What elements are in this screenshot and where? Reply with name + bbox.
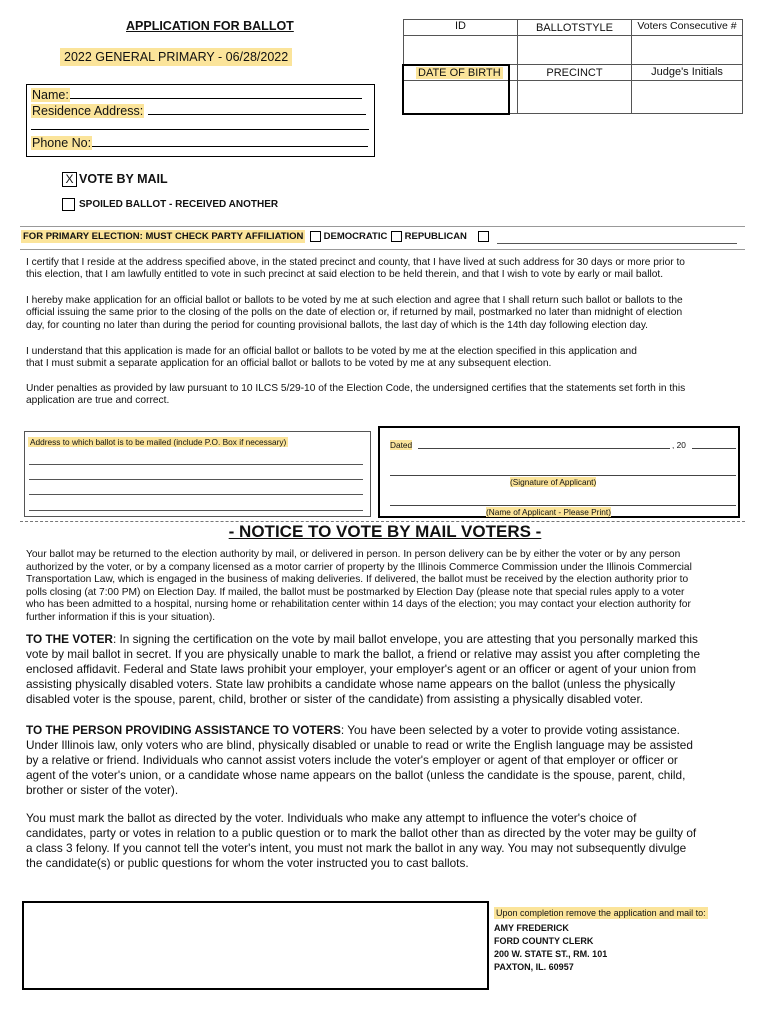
spoiled-ballot-label: SPOILED BALLOT - RECEIVED ANOTHER [79, 199, 279, 211]
signature-label: (Signature of Applicant) [510, 477, 597, 487]
vote-by-mail-label: VOTE BY MAIL [79, 172, 168, 186]
spoiled-ballot-checkbox[interactable] [62, 198, 75, 211]
ballotstyle-header: BALLOTSTYLE [518, 20, 632, 36]
other-party-line[interactable] [497, 243, 737, 244]
phone-label: Phone No: [32, 136, 92, 150]
democratic-option[interactable] [310, 231, 387, 242]
to-the-voter-heading: TO THE VOTER [26, 632, 113, 646]
mailing-address-box[interactable] [24, 431, 371, 517]
residence-address-line2[interactable] [31, 129, 369, 130]
printed-name-line[interactable] [390, 505, 736, 506]
mailing-instructions [494, 907, 708, 974]
dob-label: DATE OF BIRTH [418, 67, 501, 79]
year-prefix: , 20 [672, 440, 686, 450]
democratic-checkbox[interactable] [310, 231, 321, 242]
to-the-voter-section: TO THE VOTER: In signing the certification on the vote by mail ballot envelope, you are attesting that you personally marked this vote by mail ballot in secret. If you are physically unable to mark the ballot, a friend or relative may assist you after completing the enclosed affidavit. Federal and State laws prohibit your employer, your employer's agent or an officer or agent of your union from assisting physically disabled voters. State law prohibits a candidate whose name appears on the ballot (unless the physically disabled voter is the spouse, parent, child, brother or sister of the candidate) from assisting a physically disabled voter. [26, 632, 701, 706]
democratic-label: DEMOCRATIC [323, 231, 388, 243]
printed-name-label: (Name of Applicant - Please Print) [486, 507, 611, 517]
voter-info-box [26, 84, 375, 157]
party-affiliation-label: FOR PRIMARY ELECTION: MUST CHECK PARTY AFFILIATION [23, 231, 304, 242]
vote-by-mail-option[interactable] [62, 172, 168, 187]
party-affiliation-row [20, 226, 745, 250]
year-field[interactable] [692, 448, 736, 449]
certification-paragraph-1: I certify that I reside at the address specified above, in the stated precinct and county, that I have lived at such address for 30 days or more prior to this election, that I am lawfully entitled to vote in such precinct at said election to be held therein, and that I wish to vote by early or mail ballot. [26, 257, 685, 281]
certification-paragraph-2: I hereby make application for an official ballot or ballots to be voted by me at such election and agree that I shall return such ballot or ballots to the official issuing the same prior to the closing of the polls on the date of election or, if returned by mail, postmarked no later than midnight of election day, for counting no later than during the period for counting provisional ballots, the last day of which is the 14th day following election day. [26, 295, 683, 331]
clerk-name: AMY FREDERICK [494, 923, 569, 933]
return-address-box[interactable] [22, 901, 489, 990]
date-field[interactable] [418, 448, 670, 449]
name-label: Name: [32, 88, 69, 102]
judges-initials-cell[interactable] [632, 81, 743, 114]
id-cell[interactable] [404, 36, 518, 65]
certification-paragraph-3: I understand that this application is made for an official ballot or ballots to be voted by me at the election specified in this application and that I must submit a separate application for an official ballot or ballots to be voted by me at any subsequent election. [26, 346, 637, 370]
republican-label: REPUBLICAN [404, 231, 467, 243]
republican-checkbox[interactable] [391, 231, 402, 242]
clerk-city: PAXTON, IL. 60957 [494, 962, 574, 972]
marking-rules-section: You must mark the ballot as directed by the voter. Individuals who make any attempt to influence the voter's choice of candidates, party or votes in relation to a public question or to mark the ballot other than as directed by the voter may be guilty of a class 3 felony. If you cannot tell the voter's intent, you must not mark the ballot in any way. You may not subsequently divulge the candidate(s) or public questions for whom the voter instructed you to cast ballots. [26, 811, 697, 870]
notice-title: - NOTICE TO VOTE BY MAIL VOTERS - [228, 522, 542, 541]
name-field[interactable] [31, 88, 362, 102]
date-of-birth-box[interactable] [402, 64, 510, 115]
republican-option[interactable] [391, 231, 467, 242]
judges-initials-header: Judge's Initials [632, 65, 743, 81]
signature-line[interactable] [390, 475, 736, 476]
consecutive-cell[interactable] [632, 36, 743, 65]
residence-address-field[interactable] [31, 104, 366, 118]
dated-label: Dated [390, 440, 413, 450]
precinct-cell[interactable] [518, 81, 632, 114]
notice-paragraph: Your ballot may be returned to the election authority by mail, or delivered in person. In person delivery can be by either the voter or by any person authorized by the voter, or by a company licensed as a motor carrier of property by the Illinois Commerce Commission under the Illinois Commercial Transportation Law, which is engaged in the business of making deliveries. If delivered, the ballot must be received by the election authority prior to polls closing (at 7:00 PM) on Election Day. If mailed, the ballot must be postmarked by Election Day (please note that special rules apply to a voter who has been admitted to a hospital, nursing home or rehabilitation center within 14 days of the election; you may contact your election authority for further information if this is your situation). [26, 549, 692, 623]
other-party-option[interactable] [478, 231, 489, 242]
certification-paragraph-4: Under penalties as provided by law pursuant to 10 ILCS 5/29-10 of the Election Code, the undersigned certifies that the statements set forth in this application are true and correct. [26, 383, 686, 407]
clerk-title: FORD COUNTY CLERK [494, 936, 594, 946]
mailing-address-label: Address to which ballot is to be mailed (include P.O. Box if necessary) [30, 437, 287, 447]
form-title: APPLICATION FOR BALLOT [126, 19, 294, 33]
vote-by-mail-checkbox[interactable]: X [62, 172, 77, 187]
election-name: 2022 GENERAL PRIMARY - 06/28/2022 [60, 48, 292, 66]
residence-label: Residence Address: [32, 104, 144, 118]
phone-field[interactable] [31, 136, 368, 150]
to-the-assistant-heading: TO THE PERSON PROVIDING ASSISTANCE TO VOTERS [26, 723, 341, 737]
to-the-assistant-section: TO THE PERSON PROVIDING ASSISTANCE TO VOTERS: You have been selected by a voter to provide voting assistance. Under Illinois law, only voters who are blind, physically disabled or unable to read or write the English language may be assisted by a relative or friend. Individuals who cannot assist voters include the voter's employer or agent of that employer or officer or agent of the voter's union, or a candidate whose name appears on the ballot (unless the candidate is the spouse, parent, child, brother or sister of the voter). [26, 723, 693, 797]
consecutive-header: Voters Consecutive # [632, 20, 743, 36]
clerk-street: 200 W. STATE ST., RM. 101 [494, 949, 608, 959]
precinct-header: PRECINCT [518, 65, 632, 81]
spoiled-ballot-option[interactable] [62, 198, 278, 211]
signature-box [378, 426, 740, 518]
mailing-instructions-heading: Upon completion remove the application and mail to: [496, 908, 706, 918]
other-party-checkbox[interactable] [478, 231, 489, 242]
ballotstyle-cell[interactable] [518, 36, 632, 65]
id-header: ID [404, 20, 518, 36]
